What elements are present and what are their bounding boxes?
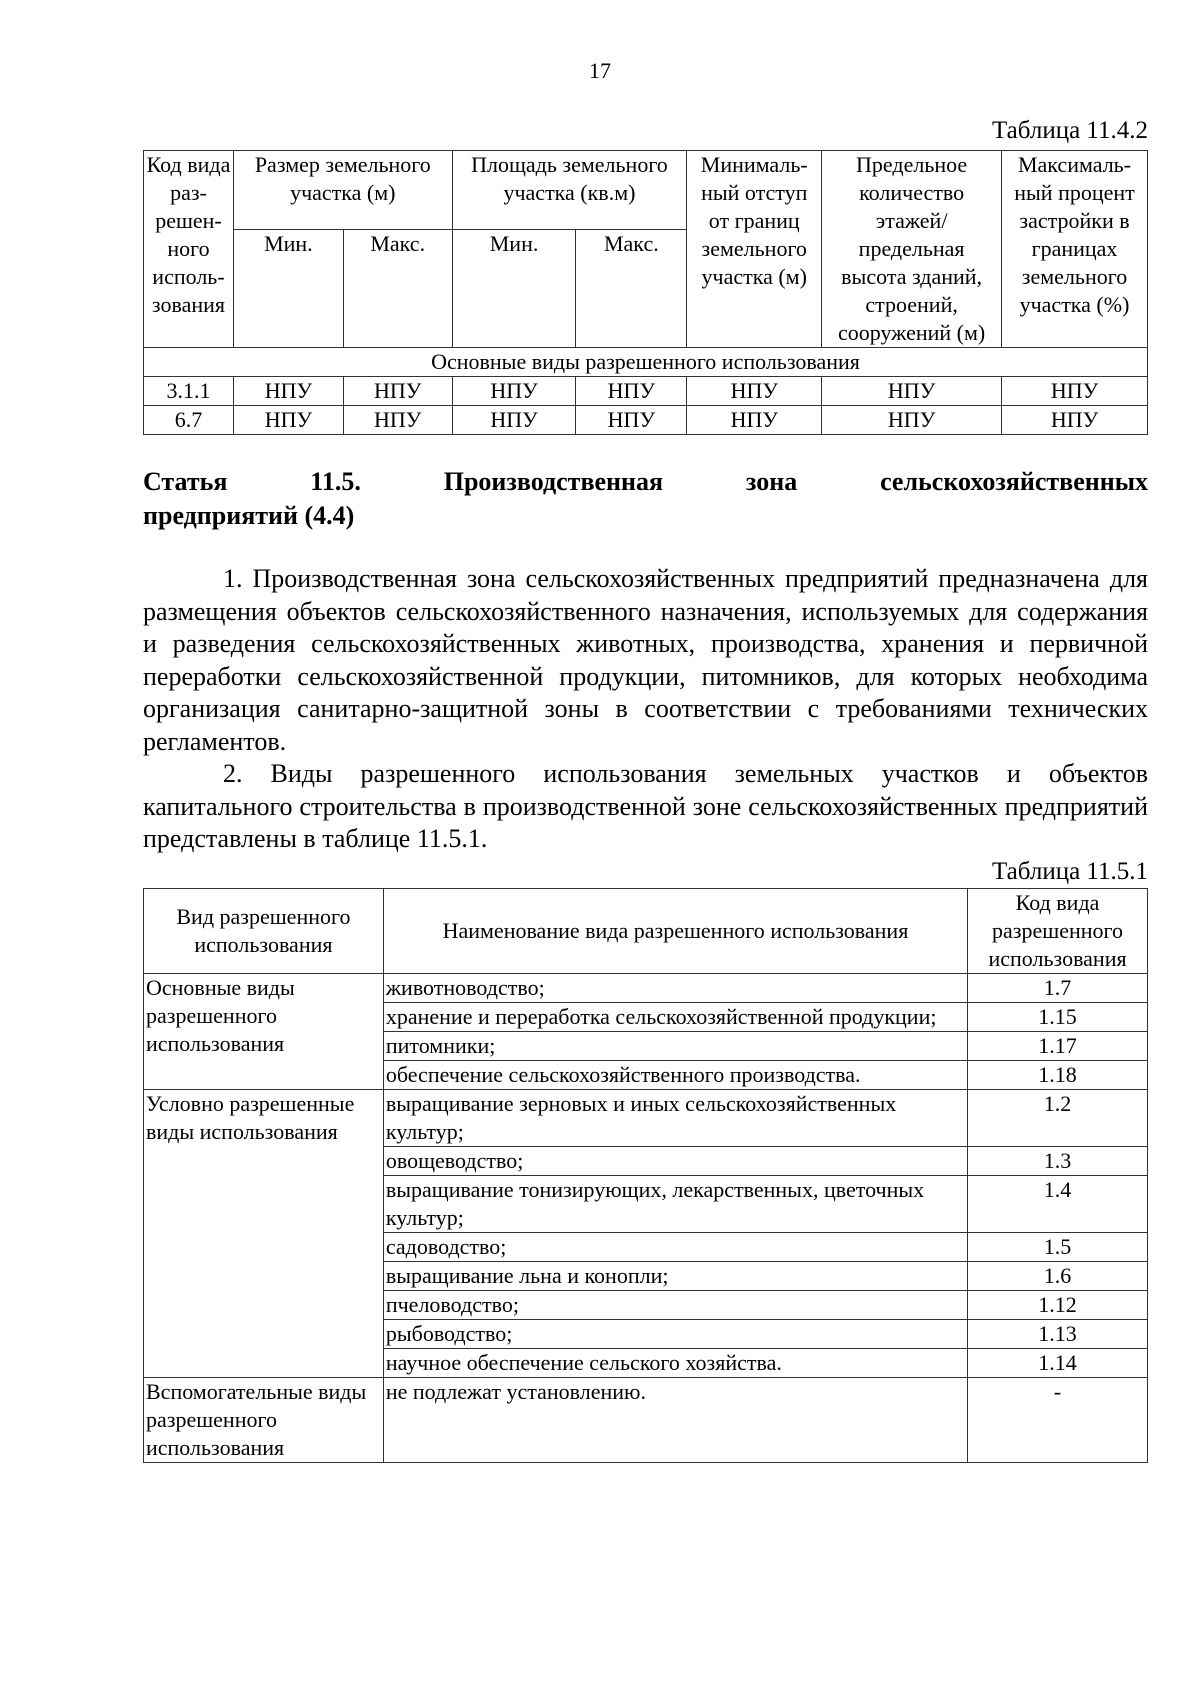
cell: НПУ xyxy=(687,377,822,406)
use-code: - xyxy=(968,1378,1148,1463)
use-code: 1.17 xyxy=(968,1032,1148,1061)
header-area-min: Мин. xyxy=(452,230,576,348)
use-name: рыбоводство; xyxy=(383,1320,967,1349)
header-plot-area: Площадь земельного участка (кв.м) xyxy=(452,151,687,230)
section-row: Основные виды разрешенного использования xyxy=(144,348,1148,377)
header-code: Код вида раз-решен-ного исполь-зования xyxy=(144,151,234,348)
use-name: пчеловодство; xyxy=(383,1291,967,1320)
use-name: не подлежат установлению. xyxy=(383,1378,967,1463)
table-row xyxy=(144,1090,1148,1147)
use-code: 1.12 xyxy=(968,1291,1148,1320)
page-number: 17 xyxy=(589,58,611,83)
row-code: 6.7 xyxy=(144,406,234,435)
paragraph-2: 2. Виды разрешенного использования земельных участков и объектов капитального строительства в производственной зоне сельскохозяйственных предприятий представлены в таблице 11.5.1. xyxy=(143,759,1148,853)
header-min-setback: Минималь-ный отступ от границ земельного участка (м) xyxy=(687,151,822,348)
use-name: выращивание тонизирующих, лекарственных, цветочных культур; xyxy=(383,1176,967,1233)
group-label: Основные виды разрешенного использования xyxy=(144,974,384,1090)
table-row xyxy=(144,1378,1148,1463)
cell: НПУ xyxy=(576,406,687,435)
cell: НПУ xyxy=(452,377,576,406)
cell: НПУ xyxy=(233,406,343,435)
article-heading-line2: предприятий (4.4) xyxy=(143,501,355,530)
header-plot-size: Размер земельного участка (м) xyxy=(233,151,452,230)
table-11-4-2 xyxy=(143,150,1148,435)
header-size-max: Макс. xyxy=(343,230,452,348)
header-name: Наименование вида разрешенного использования xyxy=(383,889,967,974)
cell: НПУ xyxy=(822,377,1002,406)
table-row xyxy=(144,377,1148,406)
article-heading xyxy=(143,465,1148,533)
use-code: 1.3 xyxy=(968,1147,1148,1176)
cell: НПУ xyxy=(576,377,687,406)
cell: НПУ xyxy=(343,377,452,406)
use-name: выращивание зерновых и иных сельскохозяйственных культур; xyxy=(383,1090,967,1147)
header-code: Код вида разрешенного использования xyxy=(968,889,1148,974)
cell: НПУ xyxy=(822,406,1002,435)
group-label: Условно разрешенные виды использования xyxy=(144,1090,384,1378)
use-name: животноводство; xyxy=(383,974,967,1003)
use-code: 1.14 xyxy=(968,1349,1148,1378)
header-kind: Вид разрешенного использования xyxy=(144,889,384,974)
cell: НПУ xyxy=(452,406,576,435)
use-code: 1.18 xyxy=(968,1061,1148,1090)
table-11-4-2-caption: Таблица 11.4.2 xyxy=(992,117,1148,144)
cell: НПУ xyxy=(1002,406,1148,435)
use-code: 1.4 xyxy=(968,1176,1148,1233)
use-name: хранение и переработка сельскохозяйственной продукции; xyxy=(383,1003,967,1032)
use-code: 1.7 xyxy=(968,974,1148,1003)
cell: НПУ xyxy=(233,377,343,406)
use-code: 1.13 xyxy=(968,1320,1148,1349)
header-max-coverage: Максималь-ный процент застройки в границах земельного участка (%) xyxy=(1002,151,1148,348)
row-code: 3.1.1 xyxy=(144,377,234,406)
article-heading-line1: Статья 11.5. Производственная зона сельскохозяйственных xyxy=(143,467,1148,496)
use-name: обеспечение сельскохозяйственного производства. xyxy=(383,1061,967,1090)
cell: НПУ xyxy=(343,406,452,435)
use-name: садоводство; xyxy=(383,1233,967,1262)
group-label: Вспомогательные виды разрешенного использования xyxy=(144,1378,384,1463)
paragraph-1: 1. Производственная зона сельскохозяйственных предприятий предназначена для размещения объектов сельскохозяйственного назначения, используемых для содержания и разведения сельскохозяйственных животных, производства, хранения и первичной переработки сельскохозяйственной продукции, питомников, для которых необходима организация санитарно-защитной зоны в соответствии с требованиями технических регламентов. xyxy=(143,564,1148,756)
use-name: овощеводство; xyxy=(383,1147,967,1176)
cell: НПУ xyxy=(687,406,822,435)
header-area-max: Макс. xyxy=(576,230,687,348)
table-row xyxy=(144,974,1148,1003)
use-code: 1.5 xyxy=(968,1233,1148,1262)
use-code: 1.6 xyxy=(968,1262,1148,1291)
table-11-5-1-caption: Таблица 11.5.1 xyxy=(992,858,1148,885)
table-row xyxy=(144,406,1148,435)
use-code: 1.2 xyxy=(968,1090,1148,1147)
use-name: питомники; xyxy=(383,1032,967,1061)
use-name: выращивание льна и конопли; xyxy=(383,1262,967,1291)
table-11-5-1 xyxy=(143,888,1148,1463)
cell: НПУ xyxy=(1002,377,1148,406)
header-max-floors: Предельное количество этажей/ предельная высота зданий, строений, сооружений (м) xyxy=(822,151,1002,348)
use-code: 1.15 xyxy=(968,1003,1148,1032)
use-name: научное обеспечение сельского хозяйства. xyxy=(383,1349,967,1378)
header-size-min: Мин. xyxy=(233,230,343,348)
